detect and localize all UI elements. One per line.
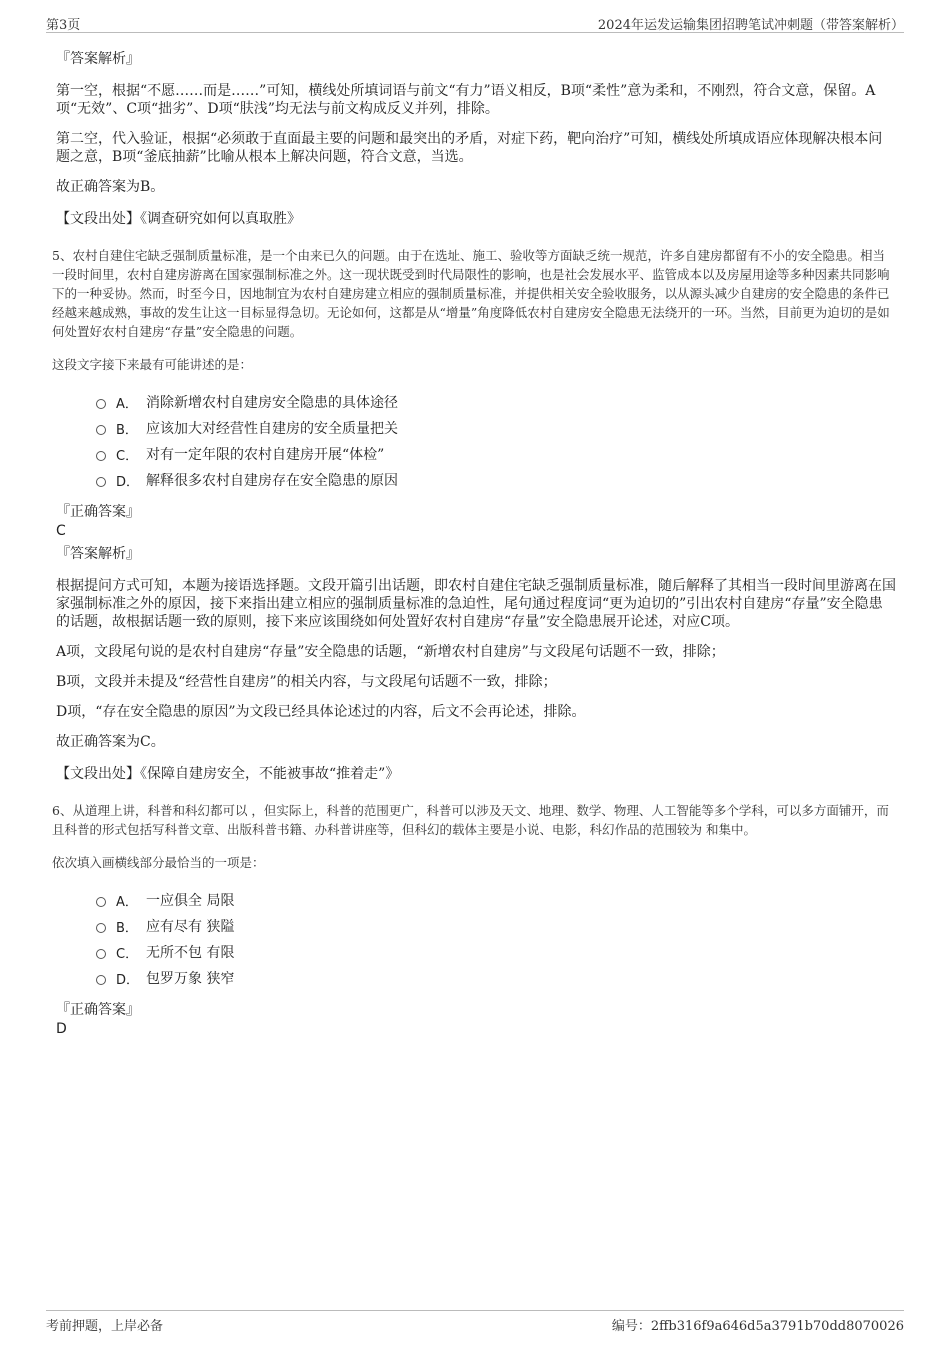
q5-option-b[interactable]	[96, 415, 896, 441]
radio-icon[interactable]	[96, 923, 106, 933]
q6-text: 6、从道理上讲，科普和科幻都可以 ，但实际上，科普的范围更广，科普可以涉及天文、地理、数学、物理、人工智能等多个学科，可以多方面铺开，而且科普的形式包括写科普文章、出版科普书籍、办科普讲座等，但科幻的载体主要是小说、电影，科幻作品的范围较为 和集中。	[52, 803, 889, 837]
radio-icon[interactable]	[96, 949, 106, 959]
document-title: 2024年运发运输集团招聘笔试冲刺题（带答案解析）	[597, 18, 904, 33]
option-letter: C．	[116, 946, 139, 962]
radio-icon[interactable]	[96, 425, 106, 435]
option-text: 对有一定年限的农村自建房开展“体检”	[146, 447, 385, 463]
q4-analysis-para: 第二空，代入验证，根据“必须敢于直面最主要的问题和最突出的矛盾，对症下药，靶向治疗”可知，横线处所填成语应体现解决根本问题之意，B项“釜底抽薪”比喻从根本上解决问题，符合文意，当选。	[56, 131, 883, 165]
q4-source: 【文段出处】《调查研究如何以真取胜》	[56, 211, 301, 227]
option-letter: B．	[116, 422, 138, 438]
radio-icon[interactable]	[96, 451, 106, 461]
radio-icon[interactable]	[96, 897, 106, 907]
radio-icon[interactable]	[96, 477, 106, 487]
q6-prompt: 依次填入画横线部分最恰当的一项是：	[52, 855, 265, 870]
q5-analysis-para: D项，“存在安全隐患的原因”为文段已经具体论述过的内容，后文不会再论述，排除。	[56, 704, 586, 720]
q4-analysis-label: 『答案解析』	[56, 51, 140, 67]
q5-prompt: 这段文字接下来最有可能讲述的是：	[52, 357, 253, 372]
q6-option-c[interactable]	[96, 939, 896, 965]
document-id: 编号：2ffb316f9a646d5a3791b70dd8070026	[611, 1319, 904, 1334]
q4-analysis-para: 第一空，根据“不愿……而是……”可知，横线处所填词语与前文“有力”语义相反，B项“柔性”意为柔和，不刚烈，符合文意，保留。A项“无效”、C项“拙劣”、D项“肤浅”均无法与前文构成反义并列，排除。	[56, 83, 876, 117]
option-letter: B．	[116, 920, 138, 936]
document-content	[52, 44, 896, 1041]
option-letter: C．	[116, 448, 139, 464]
footer-slogan: 考前押题，上岸必备	[46, 1319, 164, 1334]
option-letter: A．	[116, 894, 138, 910]
q5-text: 5、农村自建住宅缺乏强制质量标准，是一个由来已久的问题。由于在选址、施工、验收等方面缺乏统一规范，许多自建房都留有不小的安全隐患。相当一段时间里，农村自建房游离在国家强制标准之外。这一现状既受到时代局限性的影响，也是社会发展水平、监管成本以及房屋用途等多种因素共同影响下的一种妥协。然而，时至今日，因地制宜为农村自建房建立相应的强制质量标准，并提供相关安全验收服务，以从源头减少自建房的安全隐患的条件已经越来越成熟，事故的发生让这一目标显得急切。无论如何，这都是从“增量”角度降低农村自建房安全隐患无法绕开的一环。当然，目前更为迫切的是如何处置好农村自建房“存量”安全隐患的问题。	[52, 248, 890, 339]
q5-options	[96, 389, 896, 493]
q5-source: 【文段出处】《保障自建房安全，不能被事故“推着走”》	[56, 766, 400, 782]
q5-option-a[interactable]	[96, 389, 896, 415]
option-letter: D．	[116, 474, 140, 490]
radio-icon[interactable]	[96, 399, 106, 409]
page-footer	[46, 1310, 904, 1335]
option-text: 一应俱全 局限	[146, 893, 235, 909]
q5-analysis-para: 故正确答案为C。	[56, 734, 165, 750]
q6-answer-label: 『正确答案』	[56, 1002, 140, 1018]
radio-icon[interactable]	[96, 975, 106, 985]
option-text: 解释很多农村自建房存在安全隐患的原因	[146, 473, 398, 489]
q6-option-b[interactable]	[96, 913, 896, 939]
option-letter: A．	[116, 396, 138, 412]
q6-answer: D	[56, 1021, 67, 1037]
page-header	[46, 12, 904, 33]
q5-analysis-para: B项，文段并未提及“经营性自建房”的相关内容，与文段尾句话题不一致，排除；	[56, 674, 557, 690]
q5-answer: C	[56, 523, 66, 539]
option-text: 应该加大对经营性自建房的安全质量把关	[146, 421, 398, 437]
q5-option-d[interactable]	[96, 467, 896, 493]
option-letter: D．	[116, 972, 140, 988]
option-text: 应有尽有 狭隘	[146, 919, 235, 935]
q5-answer-label: 『正确答案』	[56, 504, 140, 520]
option-text: 包罗万象 狭窄	[146, 971, 235, 987]
q6-options	[96, 887, 896, 991]
q5-option-c[interactable]	[96, 441, 896, 467]
q5-analysis-label: 『答案解析』	[56, 546, 140, 562]
option-text: 消除新增农村自建房安全隐患的具体途径	[146, 395, 398, 411]
option-text: 无所不包 有限	[146, 945, 235, 961]
q6-option-d[interactable]	[96, 965, 896, 991]
q5-analysis-para: 根据提问方式可知，本题为接语选择题。文段开篇引出话题，即农村自建住宅缺乏强制质量标准，随后解释了其相当一段时间里游离在国家强制标准之外的原因，接下来指出建立相应的强制质量标准的急迫性，尾句通过程度词“更为迫切的”引出农村自建房“存量”安全隐患的话题，故根据话题一致的原则，接下来应该围绕如何处置好农村自建房“存量”安全隐患展开论述，对应C项。	[56, 578, 896, 630]
q6-option-a[interactable]	[96, 887, 896, 913]
q4-analysis-para: 故正确答案为B。	[56, 179, 165, 195]
q5-analysis-para: A项，文段尾句说的是农村自建房“存量”安全隐患的话题，“新增农村自建房”与文段尾句话题不一致，排除；	[56, 644, 725, 660]
page-number: 第3页	[46, 18, 81, 33]
